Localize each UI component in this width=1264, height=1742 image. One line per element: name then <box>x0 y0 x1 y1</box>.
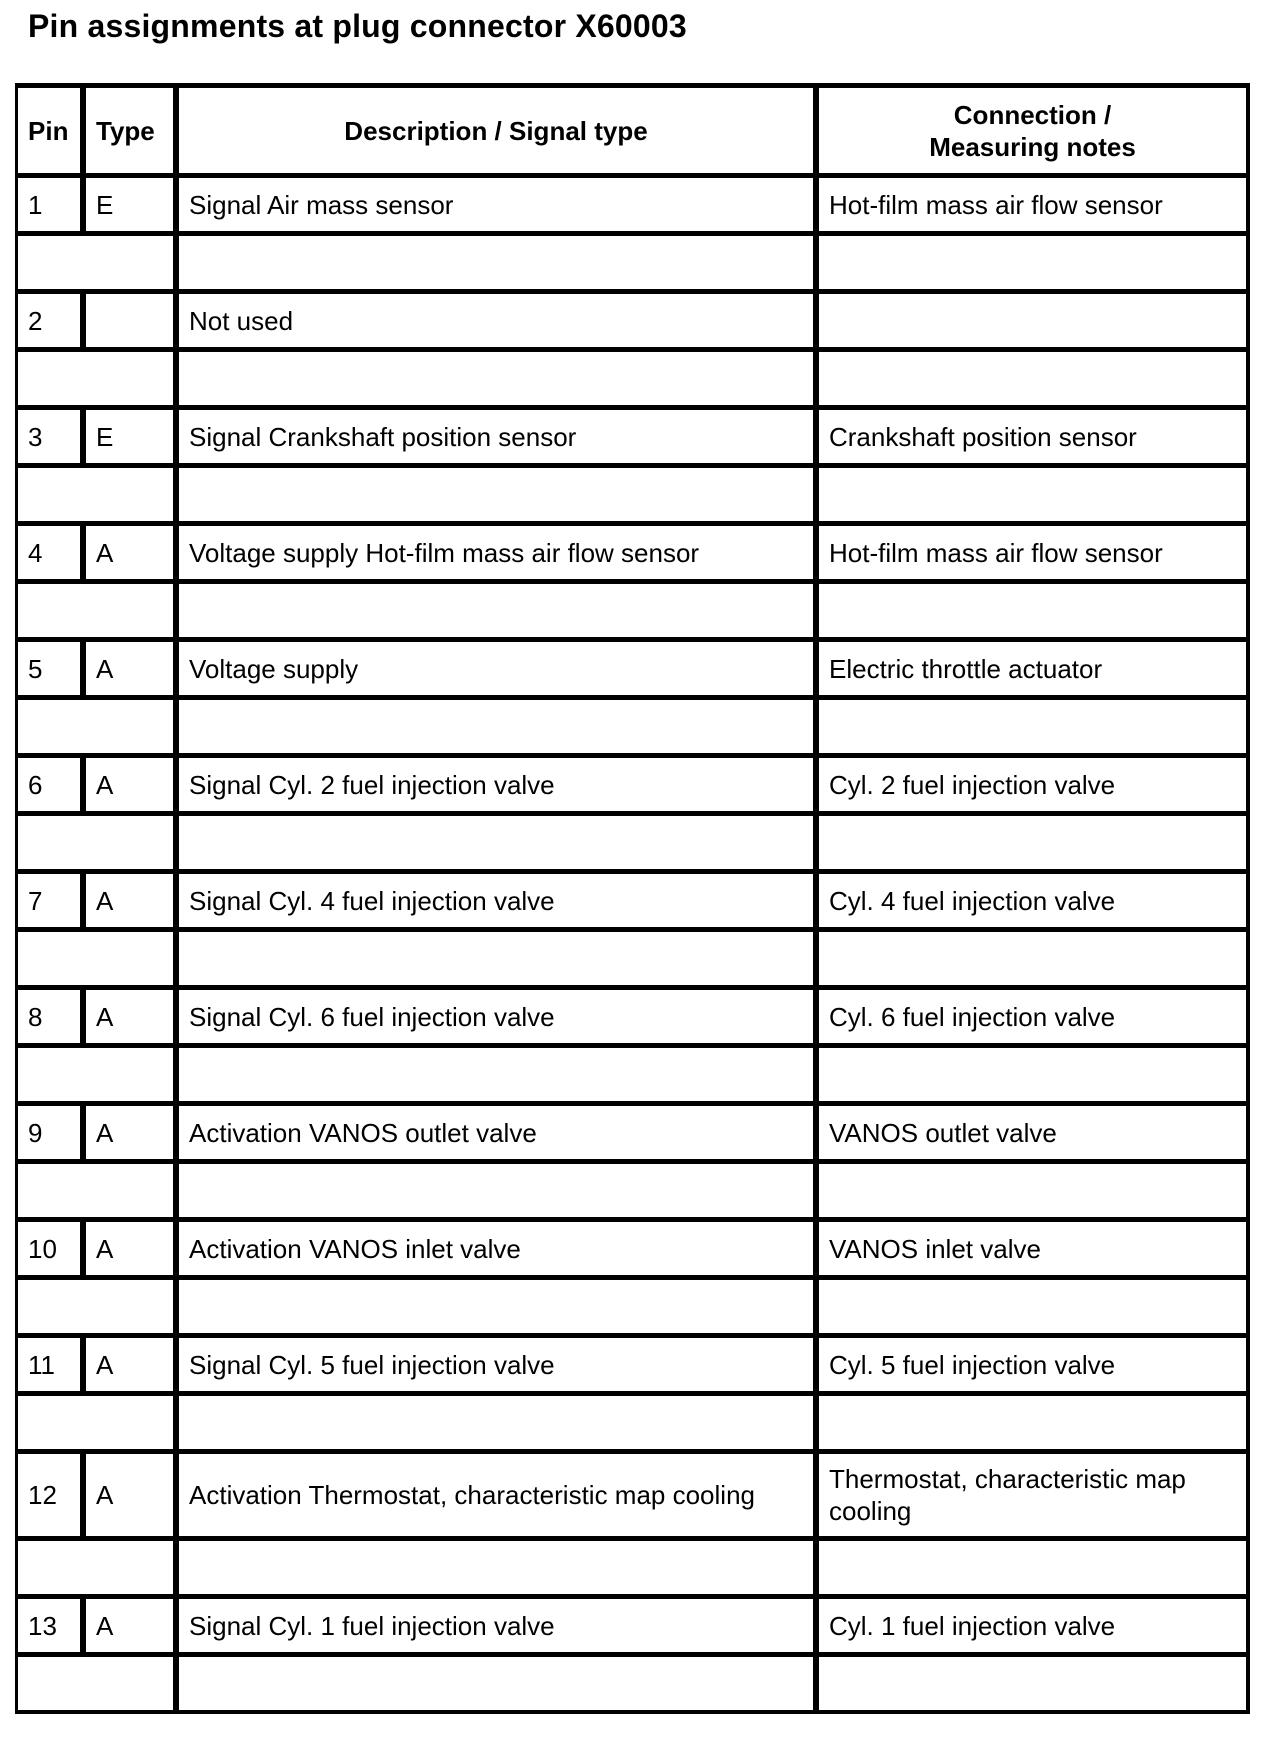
description-cell: Signal Air mass sensor <box>179 178 819 236</box>
table-spacer-row <box>18 468 1250 526</box>
connection-cell: Thermostat, characteristic map cooling <box>819 1454 1250 1541</box>
table-spacer-row <box>18 584 1250 642</box>
spacer-cell <box>179 1396 819 1454</box>
type-cell: A <box>86 1454 179 1541</box>
description-cell: Signal Cyl. 1 fuel injection valve <box>179 1599 819 1657</box>
pin-cell: 6 <box>18 758 86 816</box>
spacer-cell <box>179 700 819 758</box>
connection-cell: Cyl. 5 fuel injection valve <box>819 1338 1250 1396</box>
spacer-cell <box>179 1048 819 1106</box>
description-cell: Voltage supply Hot-film mass air flow sensor <box>179 526 819 584</box>
connection-cell: Crankshaft position sensor <box>819 410 1250 468</box>
pin-cell: 3 <box>18 410 86 468</box>
table-row <box>18 526 1250 584</box>
spacer-cell <box>179 1541 819 1599</box>
spacer-cell <box>18 700 179 758</box>
description-cell: Not used <box>179 294 819 352</box>
description-cell: Voltage supply <box>179 642 819 700</box>
table-row <box>18 990 1250 1048</box>
pin-cell: 8 <box>18 990 86 1048</box>
connection-cell: Hot-film mass air flow sensor <box>819 526 1250 584</box>
pin-cell: 4 <box>18 526 86 584</box>
description-cell: Activation VANOS inlet valve <box>179 1222 819 1280</box>
table-spacer-row <box>18 352 1250 410</box>
connection-cell: Cyl. 1 fuel injection valve <box>819 1599 1250 1657</box>
spacer-cell <box>179 932 819 990</box>
description-cell: Signal Cyl. 5 fuel injection valve <box>179 1338 819 1396</box>
table-spacer-row <box>18 1280 1250 1338</box>
table-row <box>18 642 1250 700</box>
spacer-cell <box>179 1280 819 1338</box>
pin-cell: 10 <box>18 1222 86 1280</box>
type-cell: A <box>86 642 179 700</box>
table-body <box>18 178 1250 1714</box>
header-pin: Pin <box>18 88 86 178</box>
spacer-cell <box>18 1280 179 1338</box>
type-cell: A <box>86 1338 179 1396</box>
spacer-cell <box>18 1541 179 1599</box>
spacer-cell <box>179 584 819 642</box>
table-spacer-row <box>18 1048 1250 1106</box>
type-cell: A <box>86 758 179 816</box>
type-cell: A <box>86 1222 179 1280</box>
description-cell: Activation Thermostat, characteristic map cooling <box>179 1454 819 1541</box>
spacer-cell <box>819 236 1250 294</box>
pin-cell: 11 <box>18 1338 86 1396</box>
spacer-cell <box>819 584 1250 642</box>
type-cell: E <box>86 178 179 236</box>
spacer-cell <box>18 468 179 526</box>
table-spacer-row <box>18 1541 1250 1599</box>
table-row <box>18 1106 1250 1164</box>
spacer-cell <box>18 932 179 990</box>
pin-cell: 1 <box>18 178 86 236</box>
description-cell: Signal Cyl. 6 fuel injection valve <box>179 990 819 1048</box>
pin-cell: 12 <box>18 1454 86 1541</box>
description-cell: Signal Crankshaft position sensor <box>179 410 819 468</box>
pin-cell: 5 <box>18 642 86 700</box>
table-spacer-row <box>18 816 1250 874</box>
header-type: Type <box>86 88 179 178</box>
spacer-cell <box>819 700 1250 758</box>
spacer-cell <box>18 584 179 642</box>
type-cell: A <box>86 990 179 1048</box>
pin-cell: 9 <box>18 1106 86 1164</box>
spacer-cell <box>819 1280 1250 1338</box>
type-cell: E <box>86 410 179 468</box>
table-spacer-row <box>18 236 1250 294</box>
pin-cell: 7 <box>18 874 86 932</box>
table-row <box>18 410 1250 468</box>
connection-cell: Cyl. 4 fuel injection valve <box>819 874 1250 932</box>
spacer-cell <box>179 816 819 874</box>
connection-cell <box>819 294 1250 352</box>
spacer-cell <box>179 468 819 526</box>
description-cell: Signal Cyl. 2 fuel injection valve <box>179 758 819 816</box>
spacer-cell <box>18 816 179 874</box>
connection-cell: VANOS inlet valve <box>819 1222 1250 1280</box>
spacer-cell <box>819 932 1250 990</box>
type-cell: A <box>86 874 179 932</box>
table-spacer-row <box>18 932 1250 990</box>
header-description: Description / Signal type <box>179 88 819 178</box>
description-cell: Signal Cyl. 4 fuel injection valve <box>179 874 819 932</box>
header-connection-line1: Connection / <box>953 99 1112 130</box>
spacer-cell <box>179 352 819 410</box>
connection-cell: Cyl. 6 fuel injection valve <box>819 990 1250 1048</box>
spacer-cell <box>18 1657 179 1714</box>
spacer-cell <box>18 352 179 410</box>
connection-cell: VANOS outlet valve <box>819 1106 1250 1164</box>
spacer-cell <box>18 1048 179 1106</box>
table-header-row <box>18 88 1250 178</box>
description-cell: Activation VANOS outlet valve <box>179 1106 819 1164</box>
spacer-cell <box>179 1657 819 1714</box>
spacer-cell <box>819 1396 1250 1454</box>
type-cell <box>86 294 179 352</box>
pin-cell: 2 <box>18 294 86 352</box>
table-spacer-row <box>18 1396 1250 1454</box>
spacer-cell <box>819 1048 1250 1106</box>
table-spacer-row <box>18 1657 1250 1714</box>
spacer-cell <box>18 1164 179 1222</box>
type-cell: A <box>86 1599 179 1657</box>
table-row <box>18 294 1250 352</box>
type-cell: A <box>86 1106 179 1164</box>
connection-cell: Electric throttle actuator <box>819 642 1250 700</box>
table-row <box>18 1222 1250 1280</box>
table-spacer-row <box>18 1164 1250 1222</box>
spacer-cell <box>819 352 1250 410</box>
pin-assignment-table <box>15 83 1250 1714</box>
connection-cell: Hot-film mass air flow sensor <box>819 178 1250 236</box>
spacer-cell <box>819 468 1250 526</box>
type-cell: A <box>86 526 179 584</box>
table-row <box>18 178 1250 236</box>
table-row <box>18 758 1250 816</box>
page-title: Pin assignments at plug connector X60003 <box>28 8 687 44</box>
spacer-cell <box>179 1164 819 1222</box>
table-row <box>18 1338 1250 1396</box>
spacer-cell <box>819 816 1250 874</box>
table-row <box>18 874 1250 932</box>
spacer-cell <box>179 236 819 294</box>
table-row <box>18 1454 1250 1541</box>
table-spacer-row <box>18 700 1250 758</box>
spacer-cell <box>819 1657 1250 1714</box>
spacer-cell <box>819 1541 1250 1599</box>
table-row <box>18 1599 1250 1657</box>
header-connection-line2: Measuring notes <box>929 131 1136 162</box>
spacer-cell <box>18 236 179 294</box>
header-connection <box>819 88 1250 178</box>
connection-cell: Cyl. 2 fuel injection valve <box>819 758 1250 816</box>
spacer-cell <box>18 1396 179 1454</box>
pin-cell: 13 <box>18 1599 86 1657</box>
spacer-cell <box>819 1164 1250 1222</box>
